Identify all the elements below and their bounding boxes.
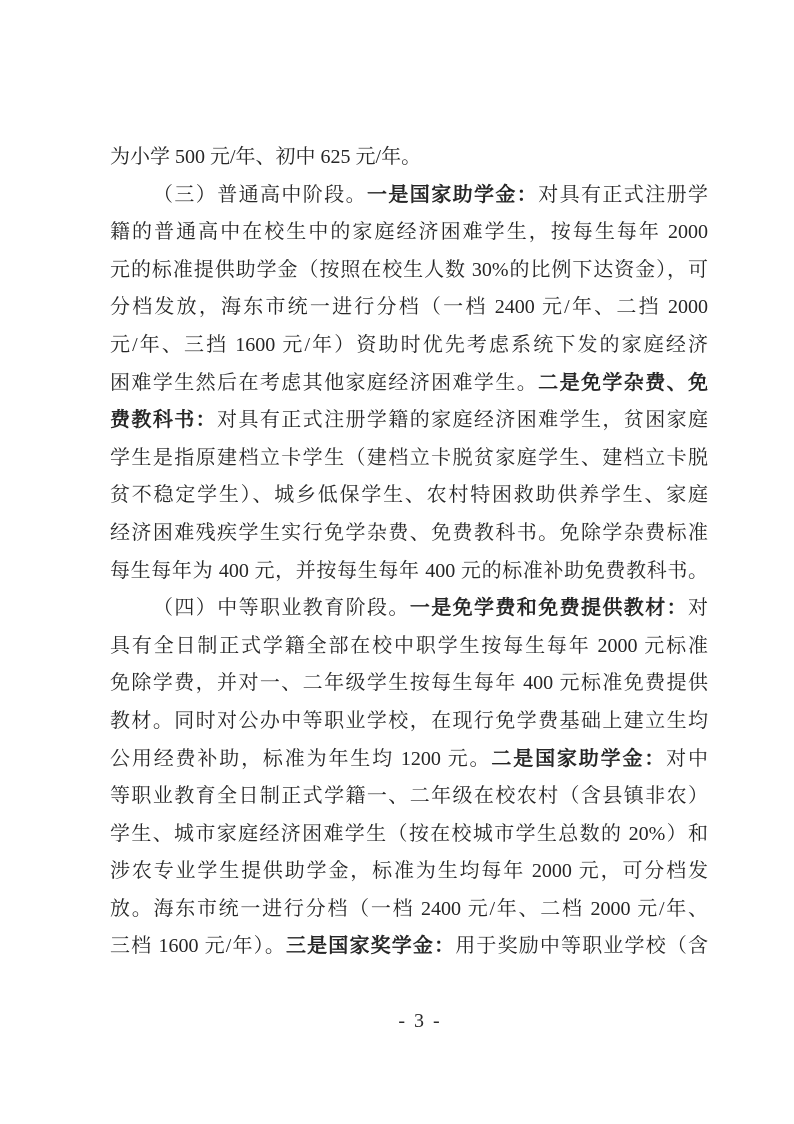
page-footer xyxy=(46,1010,794,1033)
body-text: （四）中等职业教育阶段。 xyxy=(153,597,410,620)
body-text: 公用经费补助，标准为年生均 1200 元。 xyxy=(110,747,492,770)
body-text: 对具有正式注册学 xyxy=(538,183,709,206)
body-text: （三）普通高中阶段。 xyxy=(153,183,367,206)
body-text: 为小学 500 元/年、初中 625 元/年。 xyxy=(110,146,422,168)
text-line xyxy=(110,402,708,440)
text-line xyxy=(110,553,708,591)
body-text: 元的标准提供助学金（按照在校生人数 30%的比例下达资金），可 xyxy=(110,258,708,281)
body-text: 具有全日制正式学籍全部在校中职学生按每生每年 2000 元标准 xyxy=(110,634,708,657)
body-text: 学生是指原建档立卡学生（建档立卡脱贫家庭学生、建档立卡脱 xyxy=(110,446,708,469)
emphasis-text: 一是国家助学金： xyxy=(367,183,539,206)
body-text: 对中 xyxy=(666,747,709,770)
text-line xyxy=(110,477,708,515)
emphasis-text: 费教科书： xyxy=(110,409,218,432)
body-text: 三档 1600 元/年）。 xyxy=(110,935,286,958)
body-text: 每生每年为 400 元，并按每生每年 400 元的标准补助免费教科书。 xyxy=(110,559,708,582)
text-line xyxy=(110,628,708,666)
body-text: 用于奖励中等职业学校（含 xyxy=(455,935,709,958)
text-line xyxy=(110,853,708,891)
text-line xyxy=(110,252,708,290)
body-text: 分档发放，海东市统一进行分档（一档 2400 元/年、二挡 2000 xyxy=(110,296,708,319)
emphasis-text: 二是国家助学金： xyxy=(491,747,667,770)
body-text: 困难学生然后在考虑其他家庭经济困难学生。 xyxy=(110,371,539,394)
body-text: 等职业教育全日制正式学籍一、二年级在校农村（含县镇非农） xyxy=(110,785,708,808)
emphasis-text: 一是免学费和免费提供教材： xyxy=(409,597,689,620)
text-line xyxy=(110,214,708,252)
body-text: 免除学费，并对一、二年级学生按每生每年 400 元标准免费提供 xyxy=(110,672,708,695)
body-text: 学生、城市家庭经济困难学生（按在校城市学生总数的 20%）和 xyxy=(110,822,708,845)
text-line xyxy=(110,816,708,854)
text-line xyxy=(110,778,708,816)
emphasis-text: 三是国家奖学金： xyxy=(285,935,456,958)
body-text: 元/年、三挡 1600 元/年）资助时优先考虑系统下发的家庭经济 xyxy=(110,333,708,356)
text-line xyxy=(110,665,708,703)
page-number: - 3 - xyxy=(398,1010,442,1032)
document-body xyxy=(110,139,708,966)
text-line xyxy=(110,515,708,553)
body-text: 经济困难残疾学生实行免学杂费、免费教科书。免除学杂费标准 xyxy=(110,521,708,544)
emphasis-text: 二是免学杂费、免 xyxy=(538,371,709,394)
text-line xyxy=(110,177,708,215)
text-line xyxy=(110,289,708,327)
body-text: 放。海东市统一进行分档（一档 2400 元/年、二档 2000 元/年、 xyxy=(110,897,708,920)
text-line xyxy=(110,440,708,478)
text-line xyxy=(110,327,708,365)
body-text: 教材。同时对公办中等职业学校，在现行免学费基础上建立生均 xyxy=(110,709,708,732)
text-line xyxy=(110,891,708,929)
text-line xyxy=(110,139,708,177)
body-text: 贫不稳定学生）、城乡低保学生、农村特困救助供养学生、家庭 xyxy=(110,484,708,507)
body-text: 涉农专业学生提供助学金，标准为生均每年 2000 元，可分档发 xyxy=(110,860,708,883)
text-line xyxy=(110,928,708,966)
body-text: 对 xyxy=(688,597,709,620)
text-line xyxy=(110,703,708,741)
text-line xyxy=(110,365,708,403)
body-text: 对具有正式注册学籍的家庭经济困难学生，贫困家庭 xyxy=(217,409,709,432)
text-line xyxy=(110,590,708,628)
text-line xyxy=(110,741,708,779)
body-text: 籍的普通高中在校生中的家庭经济困难学生，按每生每年 2000 xyxy=(110,221,708,244)
